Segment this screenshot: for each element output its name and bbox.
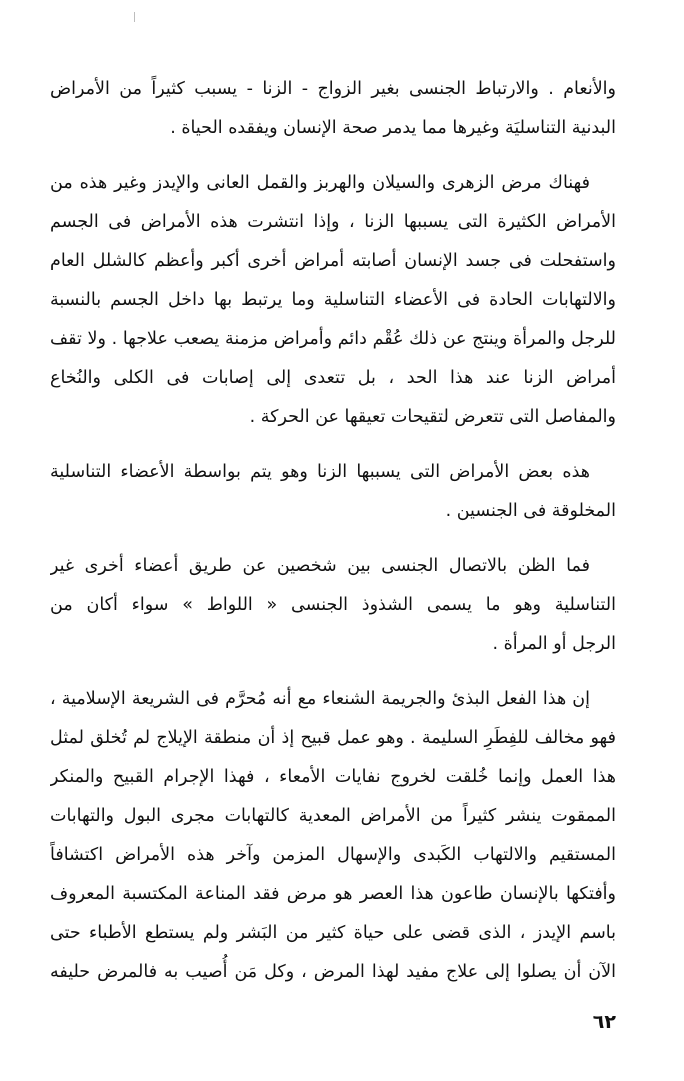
text-line: البدنية التناسليَة وغيرها مما يدمر صحة الإنسان ويفقده الحياة . xyxy=(170,118,616,138)
text-line: والالتهابات الحادة فى الأعضاء التناسلية وما يرتبط بها داخل الجسم بالنسبة xyxy=(50,290,616,310)
text-line: هذا العمل وإنما خُلقت لخروج نفايات الأمعاء ، فهذا الإجرام القبيح والمنكر xyxy=(50,767,616,787)
paragraph xyxy=(50,70,616,148)
text-line: فما الظن بالاتصال الجنسى بين شخصين عن طريق أعضاء أخرى غير xyxy=(50,556,590,576)
text-line: الأمراض الكثيرة التى يسببها الزنا ، وإذا انتشرت هذه الأمراض فى الجسم xyxy=(50,212,616,232)
paragraph xyxy=(50,547,616,664)
text-line: إن هذا الفعل البذئ والجريمة الشنعاء مع أنه مُحرَّم فى الشريعة الإسلامية ، xyxy=(50,689,590,709)
text-line: باسم الإيدز ، الذى قضى على حياة كثير من البَشر ولم يستطع الأطباء حتى xyxy=(50,923,616,943)
text-line: أمراض الزنا عند هذا الحد ، بل تتعدى إلى إصابات فى الكلى والنُخاع xyxy=(50,368,616,388)
body-text xyxy=(50,70,616,992)
text-line: المخلوقة فى الجنسين . xyxy=(445,501,616,521)
text-line: المستقيم والالتهاب الكَبدى والإسهال المزمن وآخر هذه الأمراض اكتشافاً xyxy=(50,845,616,865)
paragraph xyxy=(50,453,616,531)
paragraph xyxy=(50,164,616,437)
text-line: والأنعام . والارتباط الجنسى بغير الزواج - الزنا - يسبب كثيراً من الأمراض xyxy=(50,79,616,99)
page-number: ٦٢ xyxy=(592,1011,616,1033)
text-line: هذه بعض الأمراض التى يسببها الزنا وهو يتم بواسطة الأعضاء التناسلية xyxy=(50,462,590,482)
text-line: وأفتكها بالإنسان طاعون هذا العصر هو مرض فقد المناعة المكتسبة المعروف xyxy=(50,884,616,904)
text-line: والمفاصل التى تتعرض لتقيحات تعيقها عن الحركة . xyxy=(249,407,616,427)
scan-artifact-mark xyxy=(134,12,135,22)
text-line: فهو مخالف للفِطَرِ السليمة . وهو عمل قبيح إذ أن منطقة الإيلاج لم تُخلق لمثل xyxy=(50,728,616,748)
text-line: للرجل والمرأة وينتج عن ذلك عُقْم دائم وأمراض مزمنة يصعب علاجها . ولا تقف xyxy=(50,329,616,349)
paragraph xyxy=(50,680,616,992)
text-line: فهناك مرض الزهرى والسيلان والهربز والقمل العانى والإيدز وغير هذه من xyxy=(50,173,590,193)
text-line: الآن أن يصلوا إلى علاج مفيد لهذا المرض ، وكل مَن أُصيب به فالمرض حليفه xyxy=(50,962,616,982)
text-line: الرجل أو المرأة . xyxy=(492,634,616,654)
text-line: واستفحلت فى جسد الإنسان أصابته أمراض أخرى أكبر وأعظم كالشلل العام xyxy=(50,251,616,271)
text-line: التناسلية وهو ما يسمى الشذوذ الجنسى « اللواط » سواء أكان من xyxy=(50,595,616,615)
text-line: الممقوت ينشر كثيراً من الأمراض المعدية كالتهابات مجرى البول والتهابات xyxy=(50,806,616,826)
